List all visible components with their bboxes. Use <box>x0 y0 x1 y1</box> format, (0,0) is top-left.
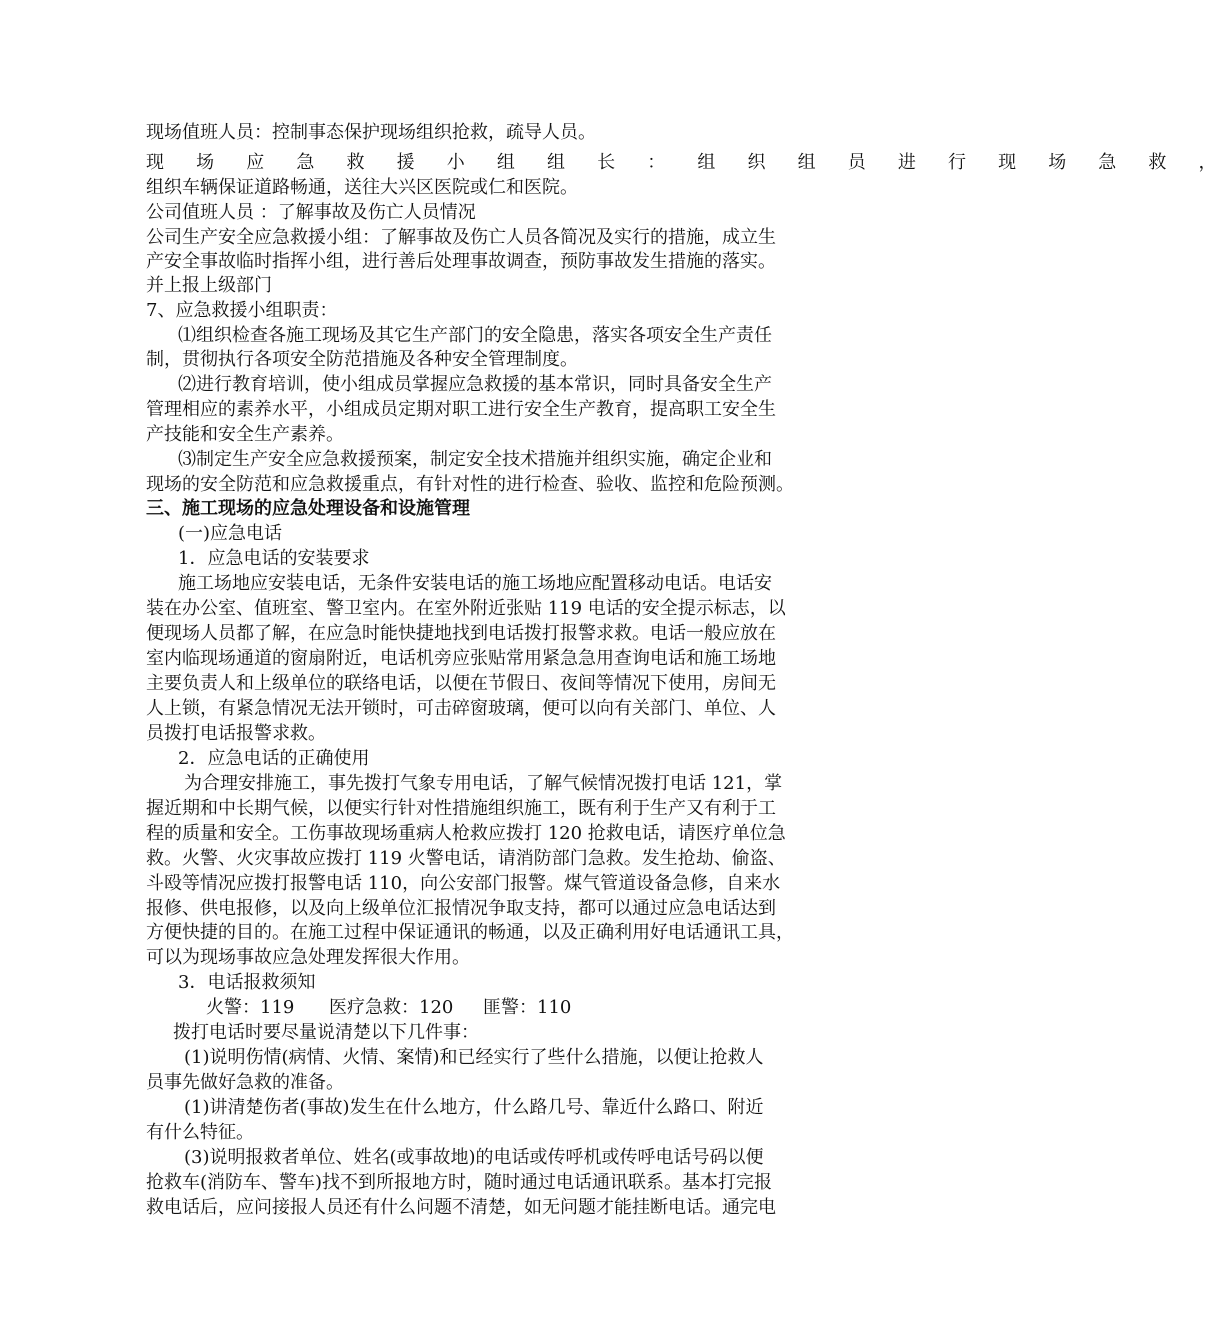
text-line: 现场值班人员：控制事态保护现场组织抢救，疏导人员。 <box>146 122 596 143</box>
text-line: 便现场人员都了解，在应急时能快捷地找到电话拨打报警求救。电话一般应放在 <box>146 623 776 644</box>
text-line: 人上锁，有紧急情况无法开锁时，可击碎窗玻璃，便可以向有关部门、单位、人 <box>146 698 776 719</box>
medical-number: 医疗急救：120 <box>329 997 454 1018</box>
text-line: 公司生产安全应急救援小组：了解事故及伤亡人员各简况及实行的措施，成立生 <box>146 227 776 248</box>
subsection-heading: 3．电话报救须知 <box>178 972 316 993</box>
text-line: 方便快捷的目的。在施工过程中保证通讯的畅通，以及正确利用好电话通讯工具， <box>146 922 794 943</box>
text-line: 施工场地应安装电话，无条件安装电话的施工场地应配置移动电话。电话安 <box>178 573 772 594</box>
text-line: 制，贯彻执行各项安全防范措施及各种安全管理制度。 <box>146 349 578 370</box>
text-line: 装在办公室、值班室、警卫室内。在室外附近张贴 119 电话的安全提示标志，以 <box>146 598 786 619</box>
text-line: 并上报上级部门 <box>146 275 272 296</box>
text-line: ⑶制定生产安全应急救援预案，制定安全技术措施并组织实施，确定企业和 <box>178 449 772 470</box>
list-item: (1)讲清楚伤者(事故)发生在什么地方，什么路几号、靠近什么路口、附近 <box>184 1097 764 1118</box>
text-line: 产技能和安全生产素养。 <box>146 424 344 445</box>
text-line: 拨打电话时要尽量说清楚以下几件事： <box>173 1022 479 1043</box>
section-item-heading: 7、应急救援小组职责： <box>146 300 338 321</box>
text-line: 程的质量和安全。工伤事故现场重病人枪救应拨打 120 抢救电话，请医疗单位急 <box>146 823 786 844</box>
list-item: (1)说明伤情(病情、火情、案情)和已经实行了些什么措施，以便让抢救人 <box>184 1047 764 1068</box>
text-line: 为合理安排施工，事先拨打气象专用电话，了解气候情况拨打电话 121，掌 <box>184 773 783 794</box>
text-line: 握近期和中长期气候，以便实行针对性措施组织施工，既有利于生产又有利于工 <box>146 798 776 819</box>
text-line: 报修、供电报修，以及向上级单位汇报情况争取支持，都可以通过应急电话达到 <box>146 898 776 919</box>
section-heading: 三、施工现场的应急处理设备和设施管理 <box>146 498 470 519</box>
text-line: 公司值班人员 ：了解事故及伤亡人员情况 <box>146 202 476 223</box>
subsection-heading: 2．应急电话的正确使用 <box>178 748 370 769</box>
text-line: 现场的安全防范和应急救援重点，有针对性的进行检查、验收、监控和危险预测。 <box>146 474 794 495</box>
police-number: 匪警：110 <box>483 997 572 1018</box>
text-line: 抢救车(消防车、警车)找不到所报地方时，随时通过电话通讯联系。基本打完报 <box>146 1172 773 1193</box>
text-line: 管理相应的素养水平，小组成员定期对职工进行安全生产教育，提高职工安全生 <box>146 399 776 420</box>
text-line: ⑵进行教育培训，使小组成员掌握应急救援的基本常识，同时具备安全生产 <box>178 374 772 395</box>
text-line: 有什么特征。 <box>146 1122 254 1143</box>
text-line: 可以为现场事故应急处理发挥很大作用。 <box>146 947 470 968</box>
text-line: 现 场 应 急 救 援 小 组 组 长 ： 组 织 组 员 进 行 现 场 急 救 ， <box>146 152 1230 173</box>
fire-number: 火警：119 <box>206 997 295 1018</box>
text-line: 组织车辆保证道路畅通，送往大兴区医院或仁和医院。 <box>146 177 578 198</box>
text-line: 主要负责人和上级单位的联络电话，以便在节假日、夜间等情况下使用，房间无 <box>146 673 776 694</box>
text-line: 室内临现场通道的窗扇附近，电话机旁应张贴常用紧急急用查询电话和施工场地 <box>146 648 776 669</box>
text-line: 员拨打电话报警求救。 <box>146 723 326 744</box>
subsection-heading: 1．应急电话的安装要求 <box>178 548 370 569</box>
text-line: 员事先做好急救的准备。 <box>146 1072 344 1093</box>
list-item: (3)说明报救者单位、姓名(或事故地)的电话或传呼机或传呼电话号码以便 <box>184 1147 764 1168</box>
subsection-heading: (一)应急电话 <box>178 523 283 544</box>
text-line: 救。火警、火灾事故应拨打 119 火警电话，请消防部门急救。发生抢劫、偷盗、 <box>146 848 786 869</box>
text-line: 产安全事故临时指挥小组，进行善后处理事故调查，预防事故发生措施的落实。 <box>146 251 776 272</box>
text-line: ⑴组织检查各施工现场及其它生产部门的安全隐患，落实各项安全生产责任 <box>178 325 772 346</box>
text-line: 斗殴等情况应拨打报警电话 110，向公安部门报警。煤气管道设备急修，自来水 <box>146 873 781 894</box>
emergency-numbers-line <box>206 996 806 1020</box>
text-line: 救电话后，应问接报人员还有什么问题不清楚，如无问题才能挂断电话。通完电 <box>146 1197 776 1218</box>
